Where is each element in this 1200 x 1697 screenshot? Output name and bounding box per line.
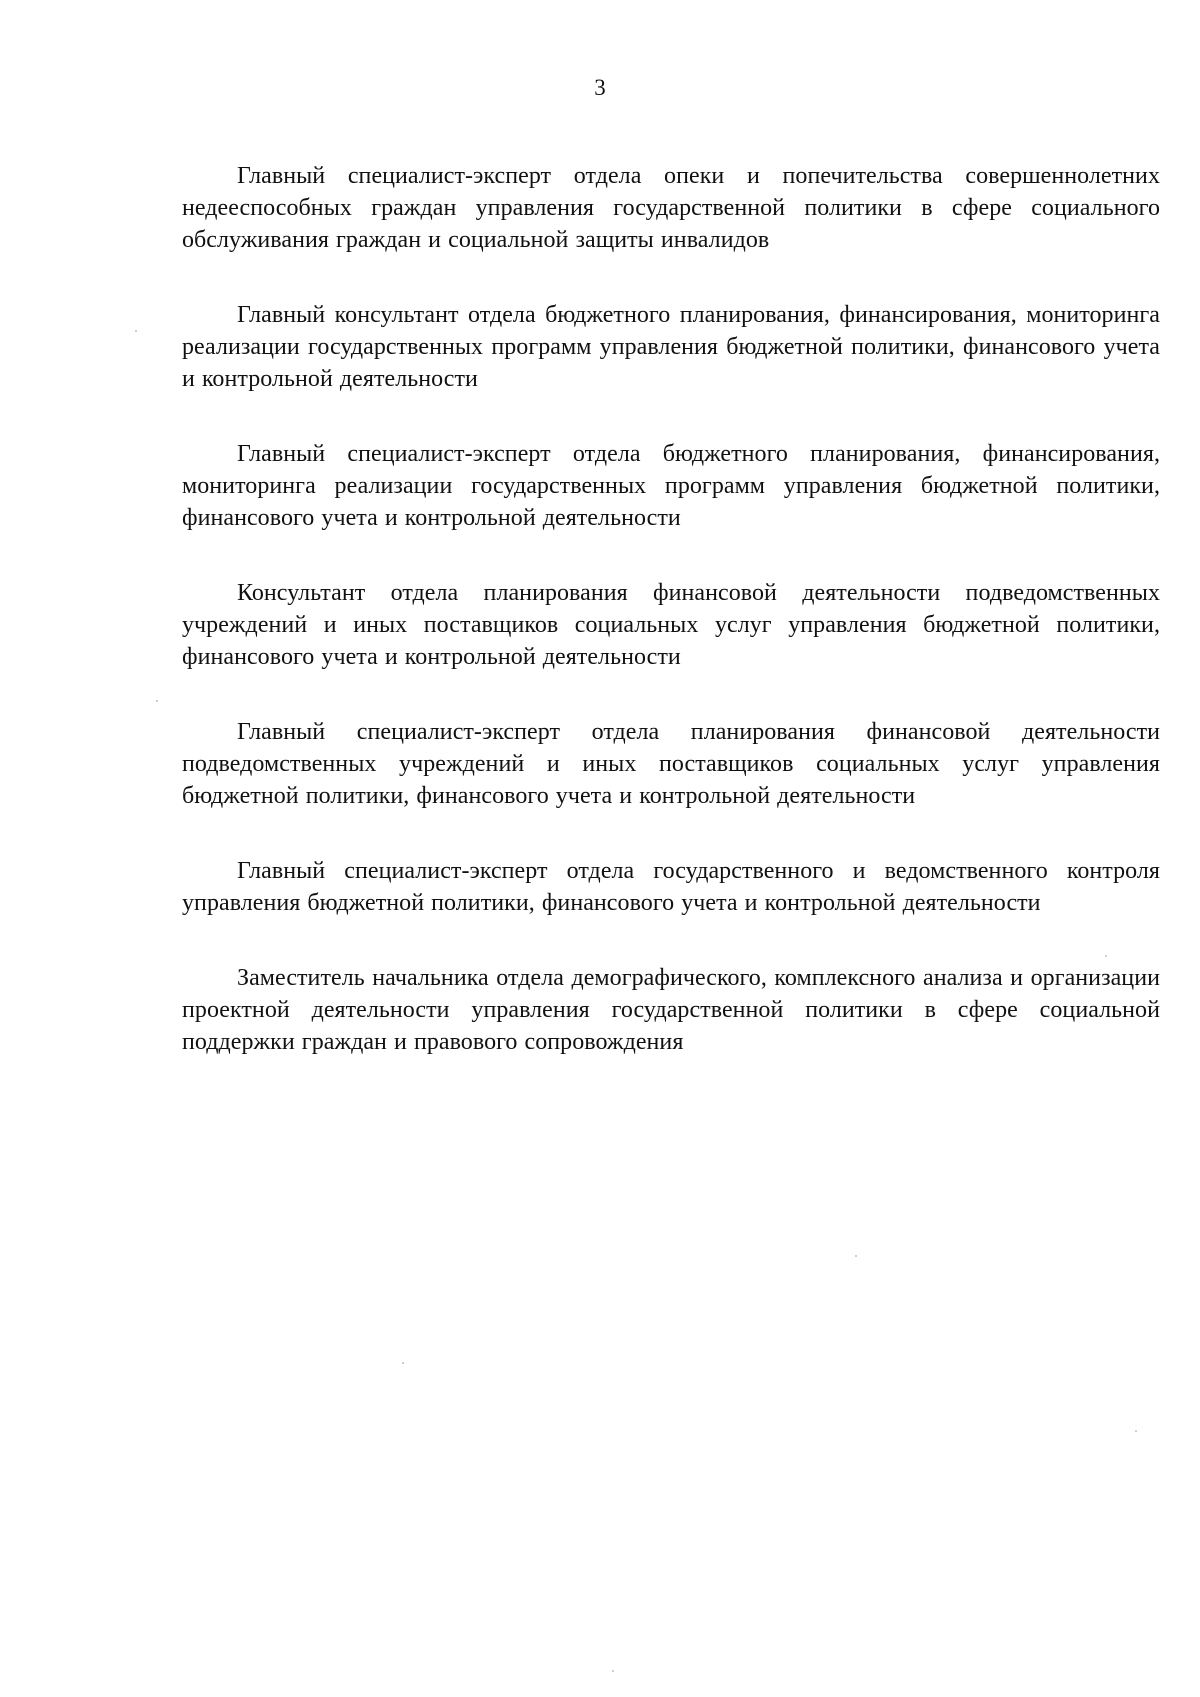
scan-speck (156, 700, 158, 702)
position-paragraph: Консультант отдела планирования финансовой деятельности подведомственных учреждений и иных поставщиков социальных услуг управления бюджетной политики, финансового учета и контрольной деятельности (182, 580, 1160, 670)
scan-speck (135, 330, 137, 332)
position-paragraph: Главный специалист-эксперт отдела бюджетного планирования, финансирования, мониторинга реализации государственных программ управления бюджетной политики, финансового учета и контрольной деятельности (182, 441, 1160, 531)
position-paragraph: Главный консультант отдела бюджетного планирования, финансирования, мониторинга реализации государственных программ управления бюджетной политики, финансового учета и контрольной деятельности (182, 302, 1160, 392)
scan-speck (612, 1670, 614, 1672)
position-paragraph: Главный специалист-эксперт отдела планирования финансовой деятельности подведомственных учреждений и иных поставщиков социальных услуг управления бюджетной политики, финансового учета и контрольной деятельности (182, 719, 1160, 809)
position-paragraph: Главный специалист-эксперт отдела государственного и ведомственного контроля управления бюджетной политики, финансового учета и контрольной деятельности (182, 858, 1160, 916)
scan-speck (1135, 1430, 1137, 1432)
position-paragraph: Заместитель начальника отдела демографического, комплексного анализа и организации проектной деятельности управления государственной политики в сфере социальной поддержки граждан и правового сопровождения (182, 965, 1160, 1055)
scan-speck (855, 1255, 857, 1257)
page-number: 3 (594, 75, 606, 100)
scan-speck (402, 1362, 404, 1364)
scan-speck (1105, 955, 1107, 957)
position-list (182, 160, 1160, 1100)
position-paragraph: Главный специалист-эксперт отдела опеки и попечительства совершеннолетних недееспособных граждан управления государственной политики в сфере социального обслуживания граждан и социальной защиты инвалидов (182, 163, 1160, 253)
